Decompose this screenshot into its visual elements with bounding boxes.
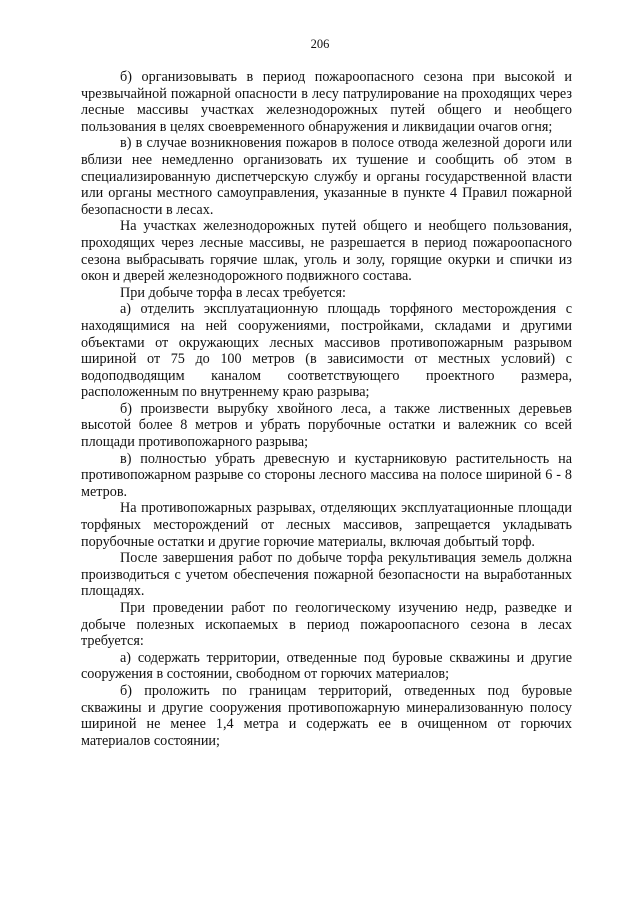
paragraph: При добыче торфа в лесах требуется: xyxy=(120,284,346,301)
paragraph: На противопожарных разрывах, отделяющих эксплуатационные площади торфяных месторождений от лесных массивов, запрещается укладывать порубочные остатки и другие горючие материалы, включая добытый торф. xyxy=(81,500,572,550)
paragraph: б) организовывать в период пожароопасного сезона при высокой и чрезвычайной пожарной опасности в лесу патрулирование на проходящих через лесные массивы участках железнодорожных путей общего и необщего пользования в целях своевременного обнаружения и ликвидации очагов огня; xyxy=(81,69,572,135)
paragraph: в) в случае возникновения пожаров в полосе отвода железной дороги или вблизи нее немедленно организовать их тушение и сообщить об этом в специализированную диспетчерскую службу и органы государственной власти или органы местного самоуправления, указанные в пункте 4 Правил пожарной безопасности в лесах. xyxy=(81,135,572,218)
paragraph: а) содержать территории, отведенные под буровые скважины и другие сооружения в состоянии, свободном от горючих материалов; xyxy=(81,649,572,683)
paragraph: а) отделить эксплуатационную площадь торфяного месторождения с находящимися на ней сооружениями, постройками, складами и другими объектами от окружающих лесных массивов противопожарным разрывом шириной от 75 до 100 метров (в зависимости от местных условий) с водоподводящим каналом соответствующего проектного размера, расположенным по внутреннему краю разрыва; xyxy=(81,301,572,401)
paragraph: При проведении работ по геологическому изучению недр, разведке и добыче полезных ископаемых в период пожароопасного сезона в лесах требуется: xyxy=(81,600,572,650)
paragraph: б) произвести вырубку хвойного леса, а также лиственных деревьев высотой более 8 метров и убрать порубочные остатки и валежник со всей площади противопожарного разрыва; xyxy=(81,400,572,451)
page-number: 206 xyxy=(310,37,330,51)
paragraph: в) полностью убрать древесную и кустарниковую растительность на противопожарном разрыве со стороны лесного массива на полосе шириной 6 - 8 метров. xyxy=(81,450,572,500)
paragraph: б) проложить по границам территорий, отведенных под буровые скважины и другие сооружения противопожарную минерализованную полосу шириной не менее 1,4 метра и содержать ее в очищенном от горючих материалов состоянии; xyxy=(81,682,572,749)
body-text xyxy=(81,69,572,749)
paragraph: После завершения работ по добыче торфа рекультивация земель должна производиться с учетом обеспечения пожарной безопасности на выработанных площадях. xyxy=(81,550,572,600)
paragraph: На участках железнодорожных путей общего и необщего пользования, проходящих через лесные массивы, не разрешается в период пожароопасного сезона выбрасывать горячие шлак, уголь и золу, горящие окурки и спички из окон и дверей железнодорожного подвижного состава. xyxy=(81,218,572,285)
